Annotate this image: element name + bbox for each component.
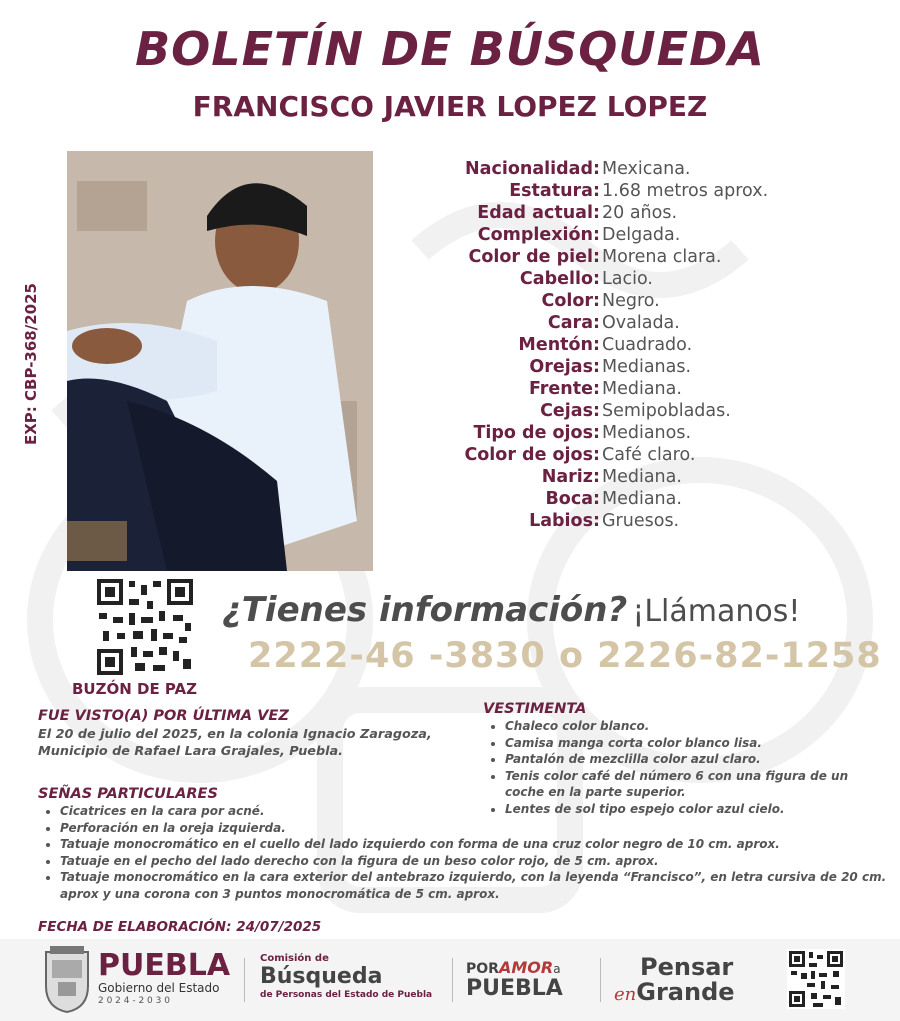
years-text: 2 0 2 4 - 2 0 3 0 <box>98 996 170 1006</box>
attribute-value: Medianas. <box>602 357 692 377</box>
attribute-row <box>420 444 768 466</box>
a-text: a <box>553 962 561 976</box>
attribute-value: Mediana. <box>602 467 682 487</box>
attribute-label: Boca: <box>545 489 600 509</box>
attribute-row <box>420 224 768 246</box>
attribute-value: 1.68 metros aprox. <box>602 181 769 201</box>
attribute-row <box>420 488 768 510</box>
attribute-row <box>420 510 768 532</box>
por-amor-puebla-logo <box>466 959 563 1000</box>
attribute-label: Cejas: <box>540 401 600 421</box>
elaboration-date: FECHA DE ELABORACIÓN: 24/07/2025 <box>38 919 322 935</box>
attribute-label: Mentón: <box>518 335 600 355</box>
por-text: POR <box>466 961 499 977</box>
marks-section <box>38 786 888 902</box>
person-name: FRANCISCO JAVIER LOPEZ LOPEZ <box>192 90 708 123</box>
attribute-label: Frente: <box>528 379 600 399</box>
attribute-value: Morena clara. <box>602 247 722 267</box>
attribute-label: Nariz: <box>541 467 600 487</box>
expediente-number: EXP: CBP-368/2025 <box>22 283 40 445</box>
attribute-row <box>420 268 768 290</box>
attribute-value: Semipobladas. <box>602 401 731 421</box>
list-item: • Pantalón de mezclilla color azul claro. <box>505 751 883 768</box>
attribute-value: Delgada. <box>602 225 681 245</box>
attribute-value: Mediana. <box>602 489 682 509</box>
comision-text: Comisión de <box>260 953 329 964</box>
attribute-row <box>420 378 768 400</box>
list-item: • Tenis color café del número 6 con una figura de un coche en la parte superior. <box>505 768 883 801</box>
list-item: • Lentes de sol tipo espejo color azul cielo. <box>505 801 883 818</box>
attribute-label: Labios: <box>529 511 600 531</box>
attribute-row <box>420 466 768 488</box>
attribute-value: Lacio. <box>602 269 653 289</box>
list-item: • Tatuaje monocromático en la cara exterior del antebrazo izquierdo, con la leyenda “Francisco”, en letra cursiva de 20 cm. aprox y una corona con 3 puntos monocromática de 5 cm. aprox. <box>60 869 888 902</box>
busqueda-text: Búsqueda <box>260 964 383 989</box>
marks-list <box>38 803 888 902</box>
clothing-title: VESTIMENTA <box>483 701 587 717</box>
attribute-label: Nacionalidad: <box>465 159 600 179</box>
last-seen-text: El 20 de julio del 2025, en la colonia Ignacio Zaragoza, Municipio de Rafael Lara Grajales, Puebla. <box>38 727 432 759</box>
attributes-list <box>420 158 768 532</box>
pensar-grande-logo <box>614 955 735 1008</box>
last-seen-section <box>38 708 478 760</box>
attribute-label: Complexión: <box>477 225 600 245</box>
attribute-label: Cabello: <box>519 269 600 289</box>
attribute-value: Gruesos. <box>602 511 680 531</box>
coat-of-arms-icon <box>42 946 92 1014</box>
amor-text: AMOR <box>498 958 554 977</box>
comision-logo <box>260 953 432 1001</box>
qr-code-icon[interactable] <box>787 949 845 1009</box>
attribute-row <box>420 356 768 378</box>
attribute-label: Color: <box>541 291 600 311</box>
personas-text: de Personas del Estado de Puebla <box>260 990 433 1000</box>
footer-divider <box>244 958 245 1002</box>
attribute-label: Color de piel: <box>468 247 600 267</box>
attribute-row <box>420 312 768 334</box>
contact-question <box>222 590 800 630</box>
attribute-row <box>420 158 768 180</box>
attribute-value: Mexicana. <box>602 159 691 179</box>
footer-logos <box>0 939 900 1021</box>
attribute-label: Cara: <box>547 313 600 333</box>
qr-code-icon[interactable] <box>95 577 195 677</box>
list-item: • Cicatrices en la cara por acné. <box>60 803 888 820</box>
phone-numbers[interactable]: 2222-46 -3830 o 2226-82-1258 <box>248 636 882 676</box>
last-seen-title: FUE VISTO(A) POR ÚLTIMA VEZ <box>38 708 289 724</box>
attribute-label: Color de ojos: <box>464 445 600 465</box>
footer-divider <box>600 958 601 1002</box>
attribute-value: Café claro. <box>602 445 696 465</box>
attribute-value: Ovalada. <box>602 313 680 333</box>
page-title: BOLETÍN DE BÚSQUEDA <box>135 22 765 76</box>
list-item: • Chaleco color blanco. <box>505 718 883 735</box>
attribute-value: Negro. <box>602 291 660 311</box>
call-text: ¡Llámanos! <box>632 594 801 629</box>
list-item: • Camisa manga corta color blanco lisa. <box>505 735 883 752</box>
question-text: ¿Tienes información? <box>222 590 628 630</box>
attribute-value: Mediana. <box>602 379 682 399</box>
attribute-label: Edad actual: <box>477 203 600 223</box>
attribute-row <box>420 334 768 356</box>
attribute-row <box>420 290 768 312</box>
list-item: • Tatuaje en el pecho del lado derecho con la figura de un beso color rojo, de 5 cm. aprox. <box>60 853 888 870</box>
gobierno-text: Gobierno del Estado <box>98 981 220 995</box>
qr-label: BUZÓN DE PAZ <box>72 680 198 698</box>
puebla-text: PUEBLA <box>466 976 563 1001</box>
attribute-value: 20 años. <box>602 203 678 223</box>
puebla-logo <box>98 948 231 1007</box>
attribute-row <box>420 202 768 224</box>
attribute-label: Orejas: <box>529 357 600 377</box>
attribute-value: Cuadrado. <box>602 335 693 355</box>
pensar-text: Pensar <box>640 953 734 981</box>
attribute-row <box>420 180 768 202</box>
attribute-value: Medianos. <box>602 423 692 443</box>
en-text: en <box>614 984 637 1005</box>
list-item: • Perforación en la oreja izquierda. <box>60 820 888 837</box>
attribute-label: Estatura: <box>509 181 600 201</box>
puebla-wordmark: PUEBLA <box>98 948 231 983</box>
footer-divider <box>452 958 453 1002</box>
person-photo <box>67 151 373 571</box>
attribute-row <box>420 422 768 444</box>
list-item: • Tatuaje monocromático en el cuello del lado izquierdo con forma de una cruz color negro de 10 cm. aprox. <box>60 836 888 853</box>
grande-text: Grande <box>636 978 735 1006</box>
attribute-label: Tipo de ojos: <box>473 423 600 443</box>
attribute-row <box>420 246 768 268</box>
attribute-row <box>420 400 768 422</box>
marks-title: SEÑAS PARTICULARES <box>38 786 218 802</box>
